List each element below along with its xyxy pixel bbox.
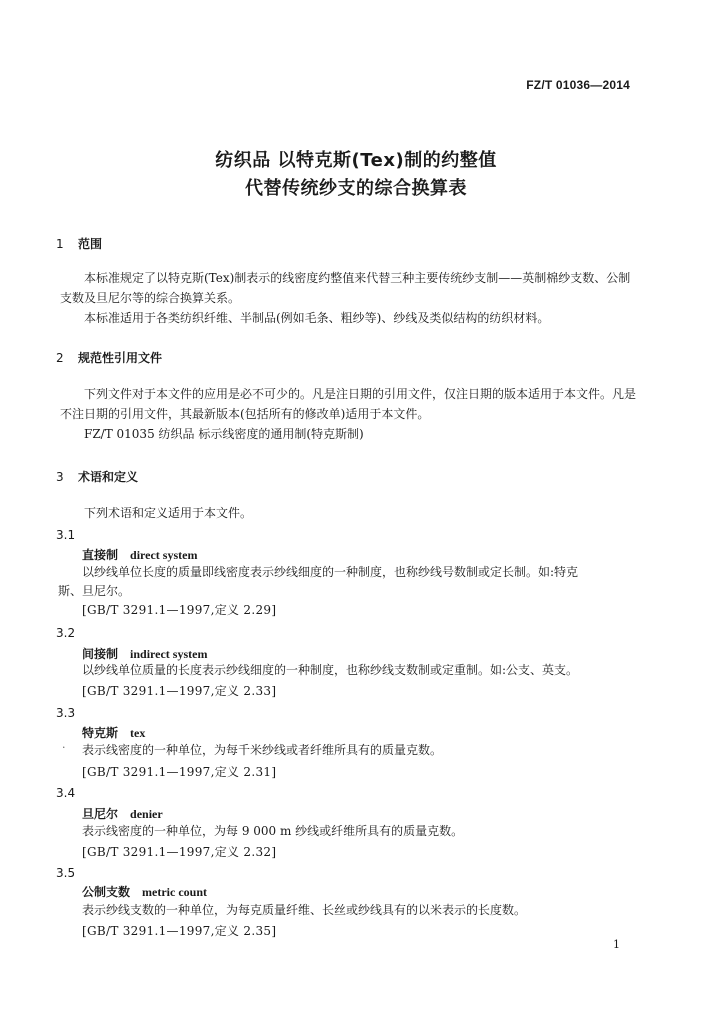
term-title bbox=[82, 546, 197, 563]
term-definition: 表示线密度的一种单位，为每 9 000 m 纱线或纤维所具有的质量克数。 bbox=[82, 824, 464, 838]
term-number: 3.4 bbox=[56, 786, 76, 800]
scope-paragraph-2: 本标准适用于各类纺织纤维、半制品(例如毛条、粗纱等)、纱线及类似结构的纺织材料。 bbox=[84, 311, 550, 325]
term-number: 3.1 bbox=[56, 528, 76, 542]
section-title: 规范性引用文件 bbox=[78, 351, 163, 365]
term-title bbox=[82, 724, 145, 741]
term-definition: 以纱线单位长度的质量即线密度表示纱线细度的一种制度，也称纱线号数制或定长制。如:特克 bbox=[82, 565, 579, 579]
term-definition: 表示纱线支数的一种单位，为每克质量纤维、长丝或纱线具有的以米表示的长度数。 bbox=[82, 903, 527, 917]
term-reference: [GB/T 3291.1—1997,定义 2.31] bbox=[82, 765, 277, 779]
section-heading-scope bbox=[56, 235, 102, 252]
standard-number: FZ/T 01036—2014 bbox=[526, 78, 630, 92]
section-number: 1 bbox=[56, 237, 64, 251]
section-title: 术语和定义 bbox=[78, 470, 139, 484]
section-heading-normative-references bbox=[56, 349, 162, 366]
term-zh: 间接制 bbox=[82, 647, 119, 661]
terms-intro: 下列术语和定义适用于本文件。 bbox=[84, 506, 253, 520]
term-zh: 公制支数 bbox=[82, 885, 131, 899]
reference-item: FZ/T 01035 纺织品 标示线密度的通用制(特克斯制) bbox=[84, 427, 364, 441]
term-reference: [GB/T 3291.1—1997,定义 2.29] bbox=[82, 603, 277, 617]
term-definition-cont: 斯、旦尼尔。 bbox=[58, 584, 131, 598]
references-paragraph: 下列文件对于本文件的应用是必不可少的。凡是注日期的引用文件，仅注日期的版本适用于本文件。凡是不注日期的引用文件，其最新版本(包括所有的修改单)适用于本文件。 bbox=[60, 387, 637, 421]
term-title bbox=[82, 645, 207, 662]
term-number: 3.2 bbox=[56, 626, 76, 640]
document-title-line1: 纺织品 以特克斯(Tex)制的约整值 bbox=[215, 150, 497, 171]
term-title bbox=[82, 883, 207, 900]
margin-mark: · bbox=[62, 741, 66, 754]
term-title bbox=[82, 805, 163, 822]
section-title: 范围 bbox=[78, 237, 103, 251]
term-en: indirect system bbox=[130, 647, 208, 661]
term-reference: [GB/T 3291.1—1997,定义 2.32] bbox=[82, 845, 277, 859]
term-en: tex bbox=[130, 726, 146, 740]
section-number: 2 bbox=[56, 351, 64, 365]
term-zh: 直接制 bbox=[82, 548, 119, 562]
term-zh: 特克斯 bbox=[82, 726, 119, 740]
term-en: metric count bbox=[142, 885, 207, 899]
term-en: denier bbox=[130, 807, 163, 821]
term-definition: 以纱线单位质量的长度表示纱线细度的一种制度，也称纱线支数制或定重制。如:公支、英支。 bbox=[82, 663, 579, 677]
term-number: 3.3 bbox=[56, 706, 76, 720]
page-number: 1 bbox=[613, 938, 620, 951]
term-reference: [GB/T 3291.1—1997,定义 2.35] bbox=[82, 924, 277, 938]
term-zh: 旦尼尔 bbox=[82, 807, 119, 821]
document-title-line2: 代替传统纱支的综合换算表 bbox=[245, 178, 467, 199]
scope-paragraph-1: 本标准规定了以特克斯(Tex)制表示的线密度约整值来代替三种主要传统纱支制——英制棉纱支数、公制支数及旦尼尔等的综合换算关系。 bbox=[60, 271, 631, 305]
term-reference: [GB/T 3291.1—1997,定义 2.33] bbox=[82, 684, 277, 698]
section-heading-terms bbox=[56, 468, 138, 485]
term-definition: 表示线密度的一种单位，为每千米纱线或者纤维所具有的质量克数。 bbox=[82, 743, 443, 757]
term-en: direct system bbox=[130, 548, 198, 562]
section-number: 3 bbox=[56, 470, 64, 484]
term-number: 3.5 bbox=[56, 866, 76, 880]
